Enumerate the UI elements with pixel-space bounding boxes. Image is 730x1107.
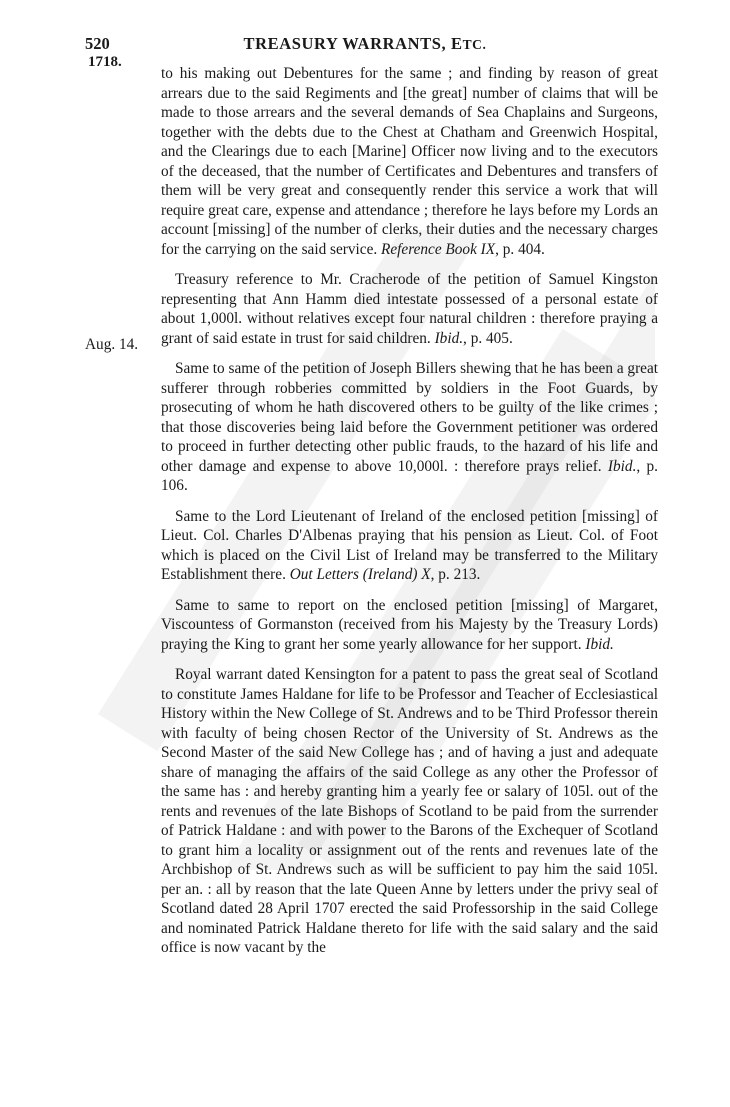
paragraph: Same to the Lord Lieutenant of Ireland of the enclosed petition [missing] of Lieut. Col. Charles D'Albenas praying that his pension as Lieut. Col. of Foot which is placed on the Civil List of Ireland may be transferred to the Military Establishment there. Out Letters (Ireland) X, p. 213.	[161, 507, 658, 583]
paragraph: to his making out Debentures for the same ; and finding by reason of great arrears due to the said Regiments and [the great] number of claims that will be made to those arrears and the several demands of Sea Chaplains and Surgeons, together with the debts due to the Chest at Chatham and Greenwich Hospital, and the Clearings due to each [Marine] Officer now living and to the executors of the deceased, that the number of Certificates and Debentures and transfers of them will be very great and consequently render this service a work that will require great care, expense and attendance ; therefore he lays before my Lords an account [missing] of the number of clerks, their duties and the necessary charges for the carrying on the said service. Reference Book IX, p. 404.	[161, 65, 658, 258]
reference: Ibid.	[607, 457, 637, 475]
paragraph: Same to same to report on the enclosed petition [missing] of Margaret, Viscountess of Gormanston (received from his Majesty by the Treasury Lords) praying the King to grant her some yearly allowance for her support. Ibid.	[161, 596, 658, 653]
paragraph: Same to same of the petition of Joseph Billers shewing that he has been a great sufferer through robberies committed by soldiers in the Foot Guards, by prosecuting of whom he hath discovered others to be guilty of the like crimes ; that those discoveries being laid before the Government petitioner was ordered to proceed in further detecting other public frauds, to the hazard of his life and other damage and expense to above 10,000l. : therefore prays relief. Ibid., p. 106.	[161, 360, 659, 494]
paragraph: Treasury reference to Mr. Cracherode of the petition of Samuel Kingston representing that Ann Hamm died intestate possessed of a personal estate of about 1,000l. without relatives except four natural children : therefore praying a grant of said estate in trust for said children. Ibid., p. 405.	[161, 271, 658, 347]
body-text	[161, 64, 658, 969]
running-head-small: TC.	[462, 37, 487, 52]
reference: Out Letters (Ireland) X	[289, 566, 431, 583]
paragraph: Royal warrant dated Kensington for a patent to pass the great seal of Scotland to constitute James Haldane for life to be Professor and Teacher of Ecclesiastical History within the New College of St. Andrews and to be Third Professor therein with faculty of being chosen Rector of the University of St. Andrews as the Second Master of the said New College has ; and of having a just and adequate share of managing the affairs of the said College as any other the Professor of the same has : and hereby granting him a yearly fee or salary of 105l. out of the rents and revenues of the late Bishops of Scotland to be paid from the surrender of Patrick Haldane : and with power to the Barons of the Exchequer of Scotland to grant him a locality or assignment out of the rents and revenues late of the Archbishop of St. Andrews such as will be sufficient to pay him the said 105l. per an. : all by reason that the late Queen Anne by letters under the privy seal of Scotland dated 28 April 1707 erected the said Professorship in the said College and nominated Patrick Haldane thereto for life with the said salary and the said office is now vacant by the	[161, 666, 658, 956]
reference: Reference Book IX	[381, 240, 496, 258]
running-head	[0, 34, 730, 54]
margin-date: Aug. 14.	[85, 336, 139, 353]
header-year: 1718.	[88, 54, 122, 70]
reference: Ibid.	[434, 329, 464, 347]
reference: Ibid.	[585, 635, 614, 653]
running-head-main: TREASURY WARRANTS, E	[243, 34, 463, 53]
page-number: 520	[85, 34, 110, 53]
